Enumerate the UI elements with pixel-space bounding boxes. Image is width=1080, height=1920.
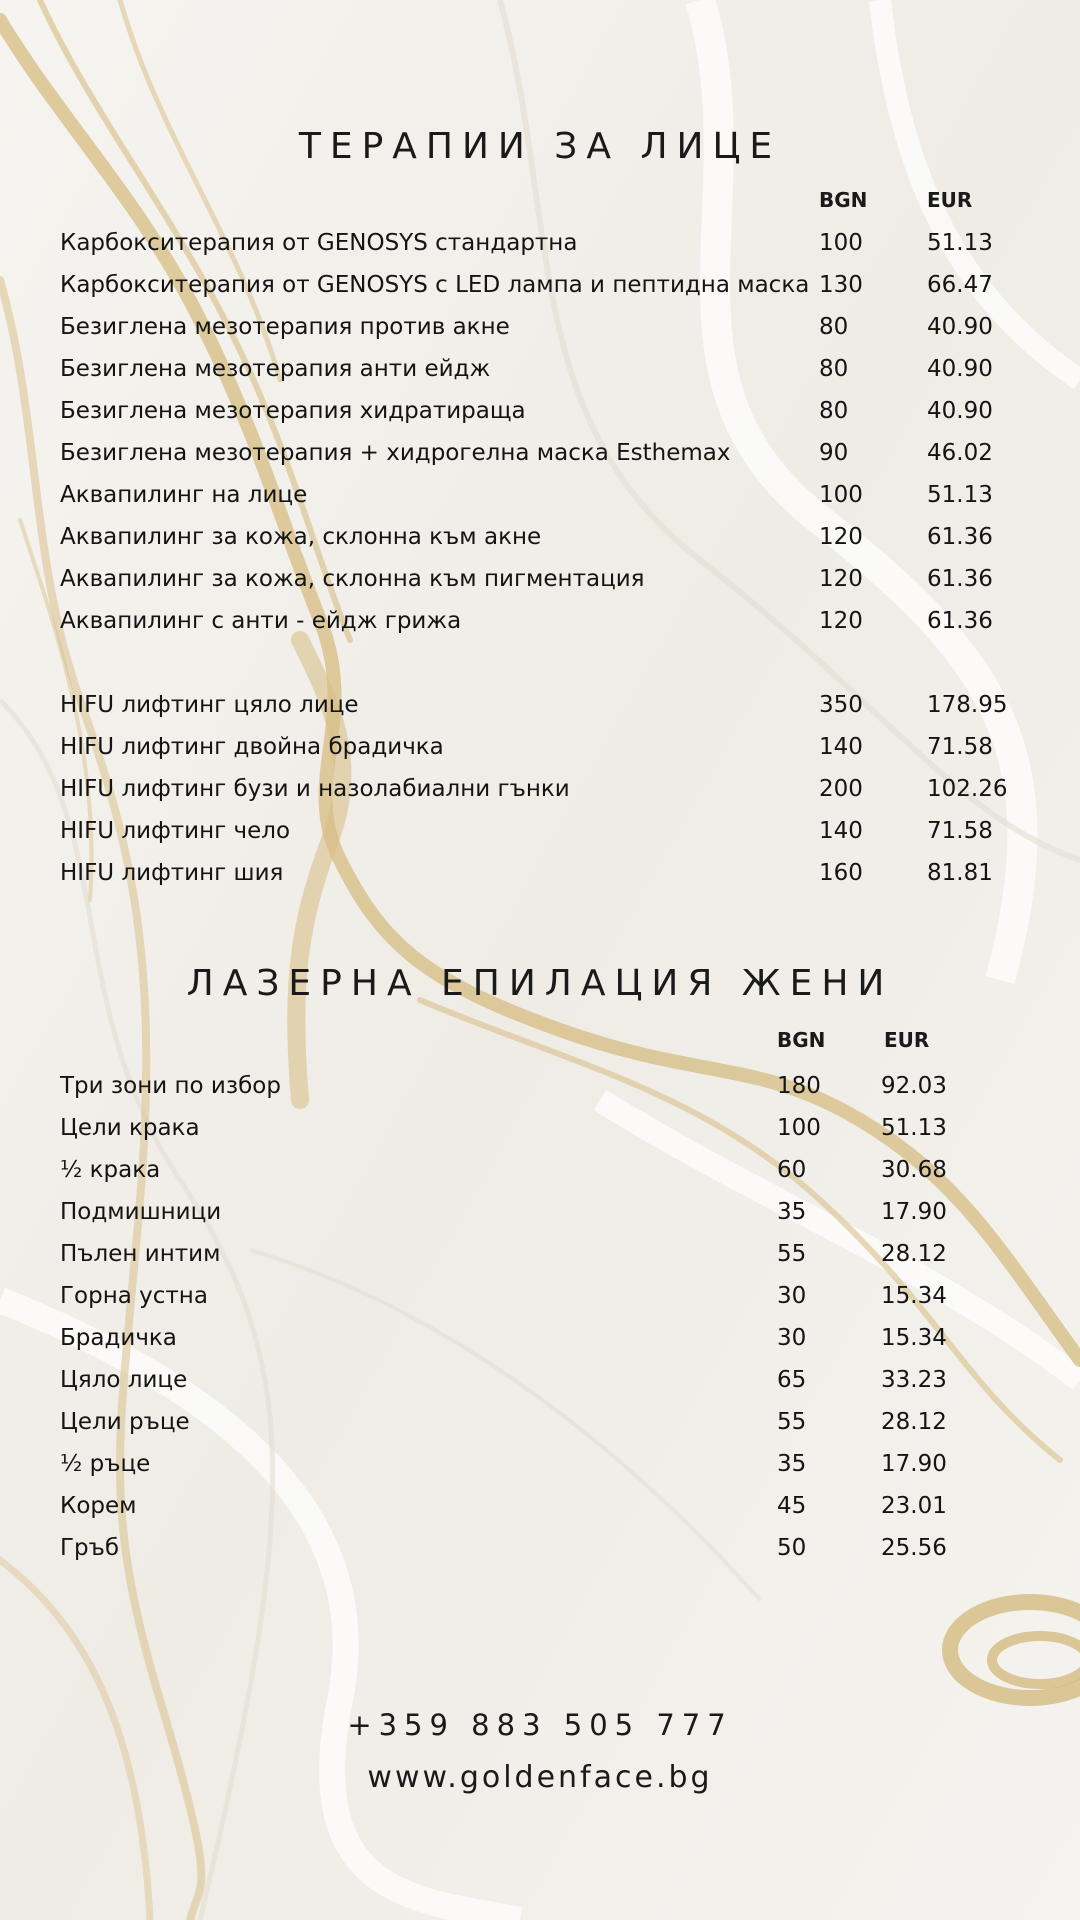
service-name: Карбокситерапия от GENOSYS стандартна	[60, 230, 578, 256]
price-row	[60, 1149, 1040, 1191]
price-bgn: 180	[777, 1073, 821, 1099]
laser-price-list	[60, 1065, 1040, 1569]
price-row	[60, 1191, 1040, 1233]
zone-name: ½ ръце	[60, 1451, 151, 1477]
price-row	[60, 768, 1040, 810]
price-eur: 92.03	[881, 1073, 947, 1099]
price-row	[60, 1401, 1040, 1443]
service-name: Аквапилинг с анти - ейдж грижа	[60, 608, 462, 634]
website-link[interactable]: www.goldenface.bg	[367, 1760, 713, 1795]
price-bgn: 80	[819, 356, 849, 382]
price-eur: 51.13	[927, 482, 993, 508]
price-bgn: 55	[777, 1241, 807, 1267]
price-row	[60, 684, 1040, 726]
price-row	[60, 1443, 1040, 1485]
group-spacer	[60, 642, 1040, 684]
service-name: Безиглена мезотерапия хидратираща	[60, 398, 526, 424]
price-eur: 33.23	[881, 1367, 947, 1393]
price-row	[60, 1275, 1040, 1317]
service-name: Аквапилинг за кожа, склонна към акне	[60, 524, 542, 550]
price-row	[60, 1233, 1040, 1275]
service-name: HIFU лифтинг двойна брадичка	[60, 734, 444, 760]
price-row	[60, 726, 1040, 768]
zone-name: Цяло лице	[60, 1367, 188, 1393]
facial-price-list	[60, 222, 1040, 894]
price-eur: 51.13	[927, 230, 993, 256]
price-eur: 61.36	[927, 524, 993, 550]
price-bgn: 200	[819, 776, 863, 802]
price-bgn: 120	[819, 566, 863, 592]
zone-name: Гръб	[60, 1535, 120, 1561]
price-bgn: 30	[777, 1325, 807, 1351]
price-row	[60, 810, 1040, 852]
price-eur: 40.90	[927, 356, 993, 382]
zone-name: Подмишници	[60, 1199, 222, 1225]
price-row	[60, 1359, 1040, 1401]
price-bgn: 35	[777, 1199, 807, 1225]
price-eur: 15.34	[881, 1283, 947, 1309]
price-row	[60, 1065, 1040, 1107]
price-eur: 71.58	[927, 818, 993, 844]
price-bgn: 140	[819, 734, 863, 760]
zone-name: Брадичка	[60, 1325, 177, 1351]
price-eur: 17.90	[881, 1199, 947, 1225]
laser-bgn-header: BGN	[777, 1028, 826, 1052]
zone-name: Горна устна	[60, 1283, 208, 1309]
service-name: HIFU лифтинг бузи и назолабиални гънки	[60, 776, 570, 802]
price-eur: 30.68	[881, 1157, 947, 1183]
price-bgn: 130	[819, 272, 863, 298]
facial-eur-header: EUR	[927, 188, 973, 212]
price-bgn: 35	[777, 1451, 807, 1477]
price-bgn: 100	[777, 1115, 821, 1141]
price-row	[60, 348, 1040, 390]
price-eur: 17.90	[881, 1451, 947, 1477]
price-bgn: 80	[819, 398, 849, 424]
price-bgn: 55	[777, 1409, 807, 1435]
price-row	[60, 1485, 1040, 1527]
service-name: HIFU лифтинг чело	[60, 818, 291, 844]
zone-name: Корем	[60, 1493, 137, 1519]
zone-name: Пълен интим	[60, 1241, 221, 1267]
laser-epilation-title: ЛАЗЕРНА ЕПИЛАЦИЯ ЖЕНИ	[186, 963, 894, 1004]
price-eur: 23.01	[881, 1493, 947, 1519]
price-bgn: 30	[777, 1283, 807, 1309]
price-row	[60, 474, 1040, 516]
price-eur: 28.12	[881, 1241, 947, 1267]
price-row	[60, 222, 1040, 264]
price-row	[60, 432, 1040, 474]
price-bgn: 120	[819, 524, 863, 550]
service-name: Карбокситерапия от GENOSYS с LED лампа и пептидна маска	[60, 272, 810, 298]
price-eur: 178.95	[927, 692, 1008, 718]
laser-eur-header: EUR	[884, 1028, 930, 1052]
price-row	[60, 306, 1040, 348]
price-row	[60, 1527, 1040, 1569]
price-eur: 61.36	[927, 566, 993, 592]
phone-number[interactable]: +359 883 505 777	[347, 1708, 733, 1742]
price-row	[60, 600, 1040, 642]
price-bgn: 45	[777, 1493, 807, 1519]
price-row	[60, 390, 1040, 432]
price-bgn: 120	[819, 608, 863, 634]
price-bgn: 350	[819, 692, 863, 718]
price-eur: 40.90	[927, 314, 993, 340]
price-bgn: 80	[819, 314, 849, 340]
price-eur: 102.26	[927, 776, 1008, 802]
price-eur: 51.13	[881, 1115, 947, 1141]
price-eur: 15.34	[881, 1325, 947, 1351]
service-name: HIFU лифтинг цяло лице	[60, 692, 359, 718]
service-name: HIFU лифтинг шия	[60, 860, 284, 886]
price-eur: 28.12	[881, 1409, 947, 1435]
service-name: Безиглена мезотерапия анти ейдж	[60, 356, 491, 382]
service-name: Безиглена мезотерапия против акне	[60, 314, 510, 340]
price-eur: 71.58	[927, 734, 993, 760]
price-eur: 25.56	[881, 1535, 947, 1561]
price-bgn: 140	[819, 818, 863, 844]
price-eur: 40.90	[927, 398, 993, 424]
zone-name: Цели крака	[60, 1115, 200, 1141]
price-eur: 81.81	[927, 860, 993, 886]
price-row	[60, 516, 1040, 558]
price-bgn: 60	[777, 1157, 807, 1183]
price-row	[60, 1107, 1040, 1149]
zone-name: Цели ръце	[60, 1409, 190, 1435]
price-row	[60, 558, 1040, 600]
price-bgn: 50	[777, 1535, 807, 1561]
price-row	[60, 264, 1040, 306]
price-eur: 61.36	[927, 608, 993, 634]
zone-name: ½ крака	[60, 1157, 161, 1183]
price-eur: 66.47	[927, 272, 993, 298]
facial-bgn-header: BGN	[819, 188, 868, 212]
price-bgn: 100	[819, 482, 863, 508]
zone-name: Три зони по избор	[60, 1073, 281, 1099]
price-bgn: 100	[819, 230, 863, 256]
price-bgn: 65	[777, 1367, 807, 1393]
service-name: Аквапилинг за кожа, склонна към пигментация	[60, 566, 645, 592]
price-row	[60, 852, 1040, 894]
price-eur: 46.02	[927, 440, 993, 466]
service-name: Безиглена мезотерапия + хидрогелна маска Esthemax	[60, 440, 731, 466]
price-bgn: 90	[819, 440, 849, 466]
facial-therapies-title: ТЕРАПИИ ЗА ЛИЦЕ	[298, 126, 782, 167]
price-row	[60, 1317, 1040, 1359]
price-bgn: 160	[819, 860, 863, 886]
service-name: Аквапилинг на лице	[60, 482, 308, 508]
